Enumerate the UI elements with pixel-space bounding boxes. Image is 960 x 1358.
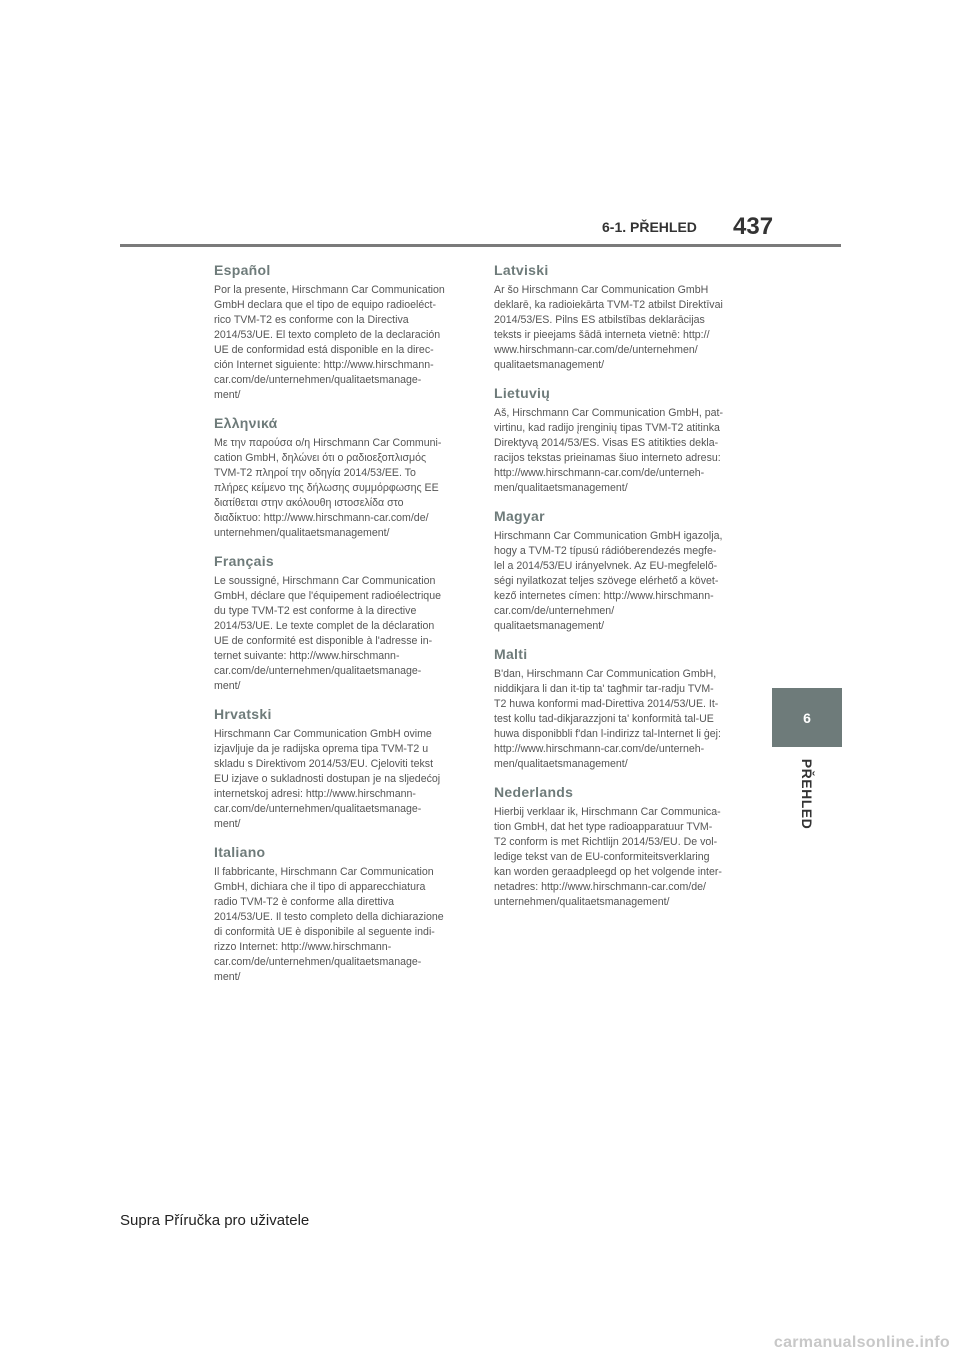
declaration-line: cation GmbH, δηλώνει ότι ο ραδιοεξοπλισμός — [214, 452, 427, 464]
declaration-line: du type TVM-T2 est conforme à la directive — [214, 605, 417, 617]
declaration-line: ment/ — [214, 971, 241, 983]
header-rule — [120, 244, 841, 247]
declaration-line: di conformità UE è disponibile al seguente indi- — [214, 926, 435, 938]
language-heading: Ελληνικά — [214, 415, 278, 431]
declaration-line: T2 huwa konformi mad-Direttiva 2014/53/UE. It- — [494, 698, 719, 710]
declaration-line: izjavljuje da je radijska oprema tipa TVM-T2 u — [214, 743, 429, 755]
declaration-line: UE de conformidad está disponible en la direc- — [214, 344, 434, 356]
language-heading: Español — [214, 262, 271, 278]
language-section — [214, 415, 466, 541]
chapter-side-label: PŘEHLED — [799, 758, 815, 830]
declaration-text — [214, 865, 466, 985]
declaration-line: rizzo Internet: http://www.hirschmann- — [214, 941, 392, 953]
declaration-line: internetskoj adresi: http://www.hirschmann- — [214, 788, 416, 800]
language-section — [494, 262, 746, 373]
declaration-line: Hirschmann Car Communication GmbH ovime — [214, 728, 432, 740]
declaration-line: Hierbij verklaar ik, Hirschmann Car Communica- — [494, 806, 721, 818]
declaration-line: T2 conform is met Richtlijn 2014/53/EU. De vol- — [494, 836, 718, 848]
declaration-line: http://www.hirschmann-car.com/de/unterneh- — [494, 743, 705, 755]
language-section — [494, 646, 746, 772]
declaration-line: kan worden geraadpleegd op het volgende inter- — [494, 866, 722, 878]
declaration-line: ségi nyilatkozat teljes szövege elérhető a követ- — [494, 575, 719, 587]
language-section — [214, 553, 466, 694]
declaration-line: deklarē, ka radioiekārta TVM-T2 atbilst Direktīvai — [494, 299, 723, 311]
declaration-line: UE de conformité est disponible à l'adresse in- — [214, 635, 433, 647]
declaration-line: men/qualitaetsmanagement/ — [494, 482, 628, 494]
declaration-text — [214, 574, 466, 694]
declaration-text — [494, 283, 746, 373]
declaration-line: car.com/de/unternehmen/qualitaetsmanage- — [214, 374, 422, 386]
declaration-line: ternet suivante: http://www.hirschmann- — [214, 650, 400, 662]
declaration-line: niddikjara li dan it-tip ta' tagħmir tar-radju TVM- — [494, 683, 714, 695]
declaration-line: TVM-T2 πληροί την οδηγία 2014/53/ΕΕ. Το — [214, 467, 416, 479]
declaration-line: GmbH, dichiara che il tipo di apparecchiatura — [214, 881, 426, 893]
left-column — [214, 262, 466, 997]
declaration-line: Με την παρούσα ο/η Hirschmann Car Communi- — [214, 437, 442, 449]
declaration-line: car.com/de/unternehmen/qualitaetsmanage- — [214, 956, 422, 968]
language-section — [214, 844, 466, 985]
declaration-line: test kollu tad-dikjarazzjoni ta' konformità tal-UE — [494, 713, 714, 725]
footer-manual-title: Supra Příručka pro uživatele — [120, 1212, 310, 1229]
declaration-line: ción Internet siguiente: http://www.hirschmann- — [214, 359, 434, 371]
language-section — [214, 706, 466, 832]
chapter-tab-number: 6 — [803, 709, 811, 726]
declaration-line: http://www.hirschmann-car.com/de/unterneh- — [494, 467, 705, 479]
declaration-line: netadres: http://www.hirschmann-car.com/de/ — [494, 881, 706, 893]
declaration-line: skladu s Direktivom 2014/53/EU. Cjeloviti tekst — [214, 758, 434, 770]
declaration-text — [214, 727, 466, 832]
declaration-text — [214, 283, 466, 403]
declaration-line: unternehmen/qualitaetsmanagement/ — [494, 896, 670, 908]
declaration-line: qualitaetsmanagement/ — [494, 620, 605, 632]
declaration-line: 2014/53/ES. Pilns ES atbilstības deklarācijas — [494, 314, 705, 326]
declaration-line: πλήρες κείμενο της δήλωσης συμμόρφωσης ΕΕ — [214, 482, 439, 494]
language-section — [214, 262, 466, 403]
declaration-line: 2014/53/UE. Le texte complet de la déclaration — [214, 620, 435, 632]
declaration-line: EU izjave o sukladnosti dostupan je na sljedećoj — [214, 773, 441, 785]
watermark: carmanualsonline.info — [773, 1334, 950, 1351]
language-section — [494, 385, 746, 496]
declaration-line: teksts ir pieejams šādā interneta vietnē: http:// — [494, 329, 710, 341]
declaration-line: ment/ — [214, 389, 241, 401]
declaration-line: ment/ — [214, 680, 241, 692]
declaration-text — [494, 805, 746, 910]
chapter-tab — [772, 688, 842, 747]
language-heading: Nederlands — [494, 784, 574, 800]
language-heading: Hrvatski — [214, 706, 272, 722]
declaration-line: huwa disponibbli f'dan l-indirizz tal-Internet li ġej: — [494, 728, 721, 740]
declaration-line: ment/ — [214, 818, 241, 830]
declaration-line: ledige tekst van de EU-conformiteitsverklaring — [494, 851, 710, 863]
declaration-text — [494, 406, 746, 496]
header-section-title: 6-1. PŘEHLED — [602, 219, 697, 235]
declaration-line: www.hirschmann-car.com/de/unternehmen/ — [494, 344, 698, 356]
page-number: 437 — [733, 213, 774, 240]
declaration-line: 2014/53/UE. El texto completo de la declaración — [214, 329, 441, 341]
declaration-line: διατίθεται στην ακόλουθη ιστοσελίδα στο — [214, 497, 404, 509]
right-column — [494, 262, 746, 922]
language-heading: Latviski — [494, 262, 549, 278]
declaration-line: kező internetes címen: http://www.hirschmann- — [494, 590, 714, 602]
declaration-line: Hirschmann Car Communication GmbH igazolja, — [494, 530, 723, 542]
declaration-line: rico TVM-T2 es conforme con la Directiva — [214, 314, 409, 326]
declaration-line: lel a 2014/53/EU irányelvnek. Az EU-megfelelő- — [494, 560, 718, 572]
declaration-line: car.com/de/unternehmen/ — [494, 605, 615, 617]
declaration-line: 2014/53/UE. Il testo completo della dichiarazione — [214, 911, 444, 923]
declaration-line: Direktyvą 2014/53/ES. Visas ES atitikties dekla- — [494, 437, 719, 449]
declaration-line: tion GmbH, dat het type radioapparatuur TVM- — [494, 821, 713, 833]
declaration-line: Ar šo Hirschmann Car Communication GmbH — [494, 284, 709, 296]
declaration-line: Le soussigné, Hirschmann Car Communication — [214, 575, 436, 587]
language-section — [494, 784, 746, 910]
declaration-line: B'dan, Hirschmann Car Communication GmbH, — [494, 668, 717, 680]
language-heading: Lietuvių — [494, 385, 551, 401]
language-section — [494, 508, 746, 634]
declaration-text — [214, 436, 466, 541]
language-heading: Français — [214, 553, 274, 569]
declaration-text — [494, 529, 746, 634]
declaration-line: GmbH, déclare que l'équipement radioélectrique — [214, 590, 441, 602]
declaration-line: car.com/de/unternehmen/qualitaetsmanage- — [214, 665, 422, 677]
declaration-line: qualitaetsmanagement/ — [494, 359, 605, 371]
declaration-text — [494, 667, 746, 772]
declaration-line: car.com/de/unternehmen/qualitaetsmanage- — [214, 803, 422, 815]
declaration-line: men/qualitaetsmanagement/ — [494, 758, 628, 770]
declaration-line: Aš, Hirschmann Car Communication GmbH, pat- — [494, 407, 724, 419]
declaration-line: virtinu, kad radijo įrenginių tipas TVM-T2 atitinka — [494, 422, 720, 434]
language-heading: Malti — [494, 646, 528, 662]
declaration-line: unternehmen/qualitaetsmanagement/ — [214, 527, 390, 539]
declaration-line: Por la presente, Hirschmann Car Communication — [214, 284, 445, 296]
declaration-line: διαδίκτυο: http://www.hirschmann-car.com/de/ — [214, 512, 429, 524]
declaration-line: GmbH declara que el tipo de equipo radioeléct- — [214, 299, 437, 311]
declaration-line: racijos tekstas prieinamas šiuo interneto adresu: — [494, 452, 721, 464]
language-heading: Magyar — [494, 508, 545, 524]
declaration-line: hogy a TVM-T2 típusú rádióberendezés megfe- — [494, 545, 717, 557]
declaration-line: Il fabbricante, Hirschmann Car Communication — [214, 866, 434, 878]
language-heading: Italiano — [214, 844, 266, 860]
declaration-line: radio TVM-T2 è conforme alla direttiva — [214, 896, 394, 908]
